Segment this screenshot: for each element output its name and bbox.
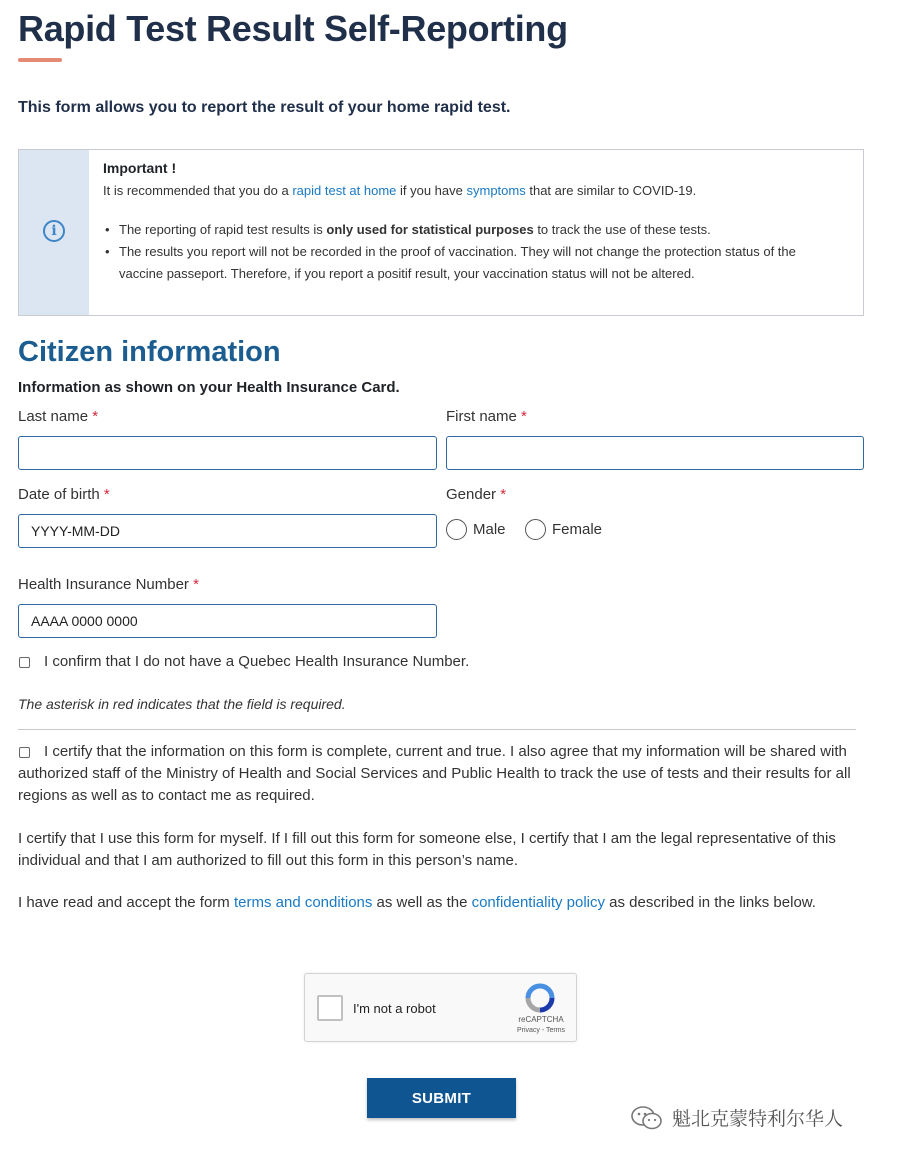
section-subtitle: Information as shown on your Health Insurance Card. — [18, 379, 400, 396]
gender-female-option[interactable] — [525, 519, 602, 540]
terms-conditions-link[interactable]: terms and conditions — [233, 894, 373, 911]
notice-side-bar — [19, 150, 89, 315]
required-mark: * — [193, 576, 199, 593]
gender-label — [446, 486, 506, 503]
divider — [18, 729, 856, 730]
hin-input[interactable] — [18, 604, 437, 638]
notice-text-part: if you have — [396, 183, 467, 198]
notice-bold-text: only used for statistical purposes — [326, 222, 534, 237]
terms-text-part: I have read and accept the form — [18, 894, 234, 911]
page-title: Rapid Test Result Self-Reporting — [18, 8, 568, 49]
last-name-label — [18, 408, 98, 425]
gender-label-text: Gender — [446, 486, 497, 503]
required-mark: * — [103, 486, 110, 503]
terms-text-part: as well as the — [372, 894, 472, 911]
gender-male-option[interactable] — [446, 519, 506, 540]
recaptcha-checkbox[interactable] — [317, 995, 343, 1021]
section-title-citizen: Citizen information — [18, 336, 281, 368]
female-label: Female — [552, 521, 603, 538]
required-mark: * — [500, 486, 507, 503]
notice-recommendation — [103, 183, 696, 198]
recaptcha-links[interactable]: Privacy - Terms — [516, 1027, 566, 1034]
recaptcha-label: I'm not a robot — [353, 1001, 436, 1016]
notice-bullets — [103, 219, 843, 285]
info-icon: i — [43, 220, 65, 242]
rapid-test-link[interactable]: rapid test at home — [292, 183, 397, 198]
male-label: Male — [473, 521, 506, 538]
hin-label — [18, 576, 199, 593]
title-underline — [18, 58, 62, 62]
certify-text: I certify that the information on this form is complete, current and true. I also agree that my information will be shared with authorized staff of the Ministry of Health and Social Services and Public Health to track the use of tests and their results for all regions as well as to contact me as required. — [18, 743, 851, 804]
female-radio[interactable] — [525, 519, 546, 540]
notice-bullet-vaccination: • The results you report will not be recorded in the proof of vaccination. They will not change the protection status of the vaccine passeport. Therefore, if you report a positif result, your vaccination status will not be altered. — [103, 241, 843, 285]
wechat-icon — [630, 1105, 664, 1131]
notice-title: Important ! — [103, 160, 177, 176]
dob-input[interactable] — [18, 514, 437, 548]
recaptcha-widget — [304, 973, 577, 1042]
asterisk-note: The asterisk in red indicates that the field is required. — [18, 696, 346, 712]
recaptcha-brand: reCAPTCHA — [518, 1015, 564, 1024]
terms-text — [18, 892, 868, 914]
no-hin-checkbox[interactable] — [19, 657, 30, 668]
submit-button[interactable]: SUBMIT — [367, 1078, 516, 1118]
notice-text-part: to track the use of these tests. — [533, 222, 711, 237]
notice-text-part: It is recommended that you do a — [103, 183, 293, 198]
required-mark: * — [92, 408, 99, 425]
first-name-label-text: First name — [446, 408, 517, 425]
confidentiality-policy-link[interactable]: confidentiality policy — [471, 894, 605, 911]
watermark-text: 魁北克蒙特利尔华人 — [672, 1109, 844, 1130]
first-name-input[interactable] — [446, 436, 864, 470]
last-name-input[interactable] — [18, 436, 437, 470]
notice-text-part: The reporting of rapid test results is — [119, 222, 327, 237]
dob-label-text: Date of birth — [18, 486, 100, 503]
last-name-label-text: Last name — [18, 408, 89, 425]
no-hin-confirm-text: I confirm that I do not have a Quebec Health Insurance Number. — [44, 653, 470, 670]
notice-bullet-statistical — [103, 219, 843, 241]
watermark — [630, 1104, 843, 1131]
form-intro: This form allows you to report the result of your home rapid test. — [18, 99, 511, 116]
required-mark: * — [521, 408, 527, 425]
self-certify-text: I certify that I use this form for myself. If I fill out this form for someone else, I certify that I am the legal representative of this individual and that I am authorized to fill out this form in this person’s name. — [18, 830, 836, 869]
symptoms-link[interactable]: symptoms — [466, 183, 526, 198]
recaptcha-logo-icon — [525, 983, 555, 1013]
male-radio[interactable] — [446, 519, 467, 540]
hin-label-text: Health Insurance Number — [18, 576, 189, 593]
terms-text-part: as described in the links below. — [605, 894, 816, 911]
notice-text-part: that are similar to COVID-19. — [525, 183, 697, 198]
first-name-label — [446, 408, 527, 425]
important-notice — [18, 149, 864, 316]
dob-label — [18, 486, 110, 503]
